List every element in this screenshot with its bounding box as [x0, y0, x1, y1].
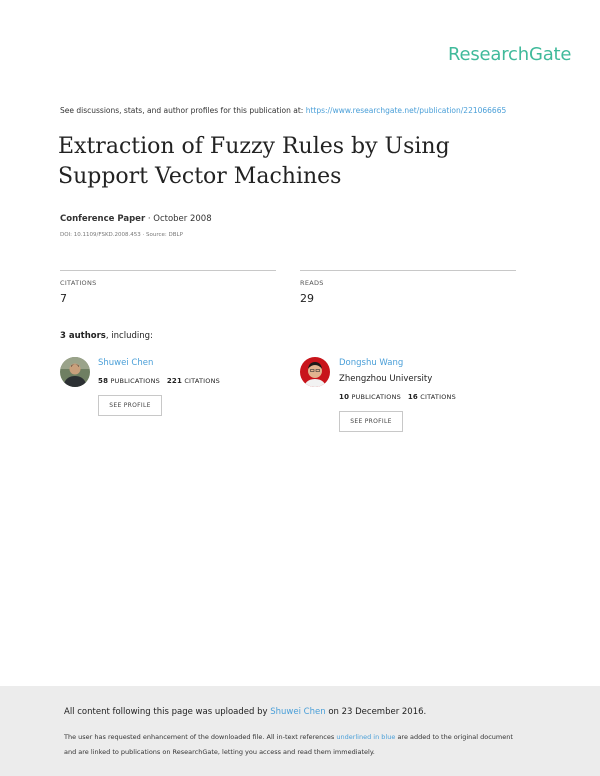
- author-avatar-dongshu-wang[interactable]: [300, 357, 330, 387]
- author-publications-label: PUBLICATIONS: [110, 377, 160, 385]
- author-publications-count: 58: [98, 377, 109, 385]
- reads-value: 29: [300, 292, 314, 305]
- discussion-text: See discussions, stats, and author profiles for this publication at:: [60, 106, 304, 115]
- note-link[interactable]: underlined in blue: [336, 733, 396, 741]
- paper-type-separator: ·: [145, 214, 154, 224]
- note-suffix: are added to the original document: [397, 733, 513, 741]
- note-prefix: The user has requested enhancement of the downloaded file. All in-text references: [64, 733, 335, 741]
- avatar-photo-icon: [60, 357, 90, 387]
- author-stats-dongshu-wang: [339, 393, 456, 401]
- enhancement-note: [64, 730, 513, 760]
- author-citations-label: CITATIONS: [184, 377, 220, 385]
- author-name-dongshu-wang[interactable]: Dongshu Wang: [339, 358, 404, 368]
- see-profile-button-shuwei-chen[interactable]: SEE PROFILE: [98, 395, 162, 416]
- reads-label: READS: [300, 279, 324, 287]
- note-line2: and are linked to publications on ResearchGate, letting you access and read them immediately.: [64, 748, 375, 756]
- doi-source-line: DOI: 10.1109/FSKD.2008.453 · Source: DBLP: [60, 232, 183, 238]
- reads-divider: [300, 270, 516, 271]
- uploader-link[interactable]: Shuwei Chen: [270, 707, 326, 717]
- author-publications-label: PUBLICATIONS: [351, 393, 401, 401]
- upload-suffix: on 23 December 2016.: [328, 707, 427, 717]
- upload-notice: [64, 707, 426, 717]
- discussion-line: [60, 106, 506, 115]
- author-citations-label: CITATIONS: [420, 393, 456, 401]
- author-publications-count: 10: [339, 393, 350, 401]
- authors-count: 3 authors: [60, 331, 106, 341]
- citations-label: CITATIONS: [60, 279, 97, 287]
- citations-value: 7: [60, 292, 67, 305]
- authors-header: [60, 331, 153, 341]
- author-citations-count: 221: [166, 377, 183, 385]
- authors-suffix: , including:: [105, 331, 153, 341]
- author-avatar-shuwei-chen[interactable]: [60, 357, 90, 387]
- avatar-photo-icon: [300, 357, 330, 387]
- upload-prefix: All content following this page was uploaded by: [64, 707, 268, 717]
- paper-type: Conference Paper: [60, 214, 146, 224]
- author-citations-count: 16: [407, 393, 418, 401]
- see-profile-button-dongshu-wang[interactable]: SEE PROFILE: [339, 411, 403, 432]
- publication-url-link[interactable]: https://www.researchgate.net/publication/221066665: [305, 106, 507, 115]
- paper-title: Extraction of Fuzzy Rules by Using Support Vector Machines: [58, 134, 450, 189]
- paper-date: October 2008: [153, 214, 212, 224]
- author-name-shuwei-chen[interactable]: Shuwei Chen: [98, 358, 154, 368]
- author-institution-dongshu-wang[interactable]: Zhengzhou University: [339, 374, 433, 384]
- researchgate-logo[interactable]: ResearchGate: [448, 44, 572, 65]
- citations-divider: [60, 270, 276, 271]
- paper-type-line: [60, 214, 212, 224]
- author-stats-shuwei-chen: [98, 377, 220, 385]
